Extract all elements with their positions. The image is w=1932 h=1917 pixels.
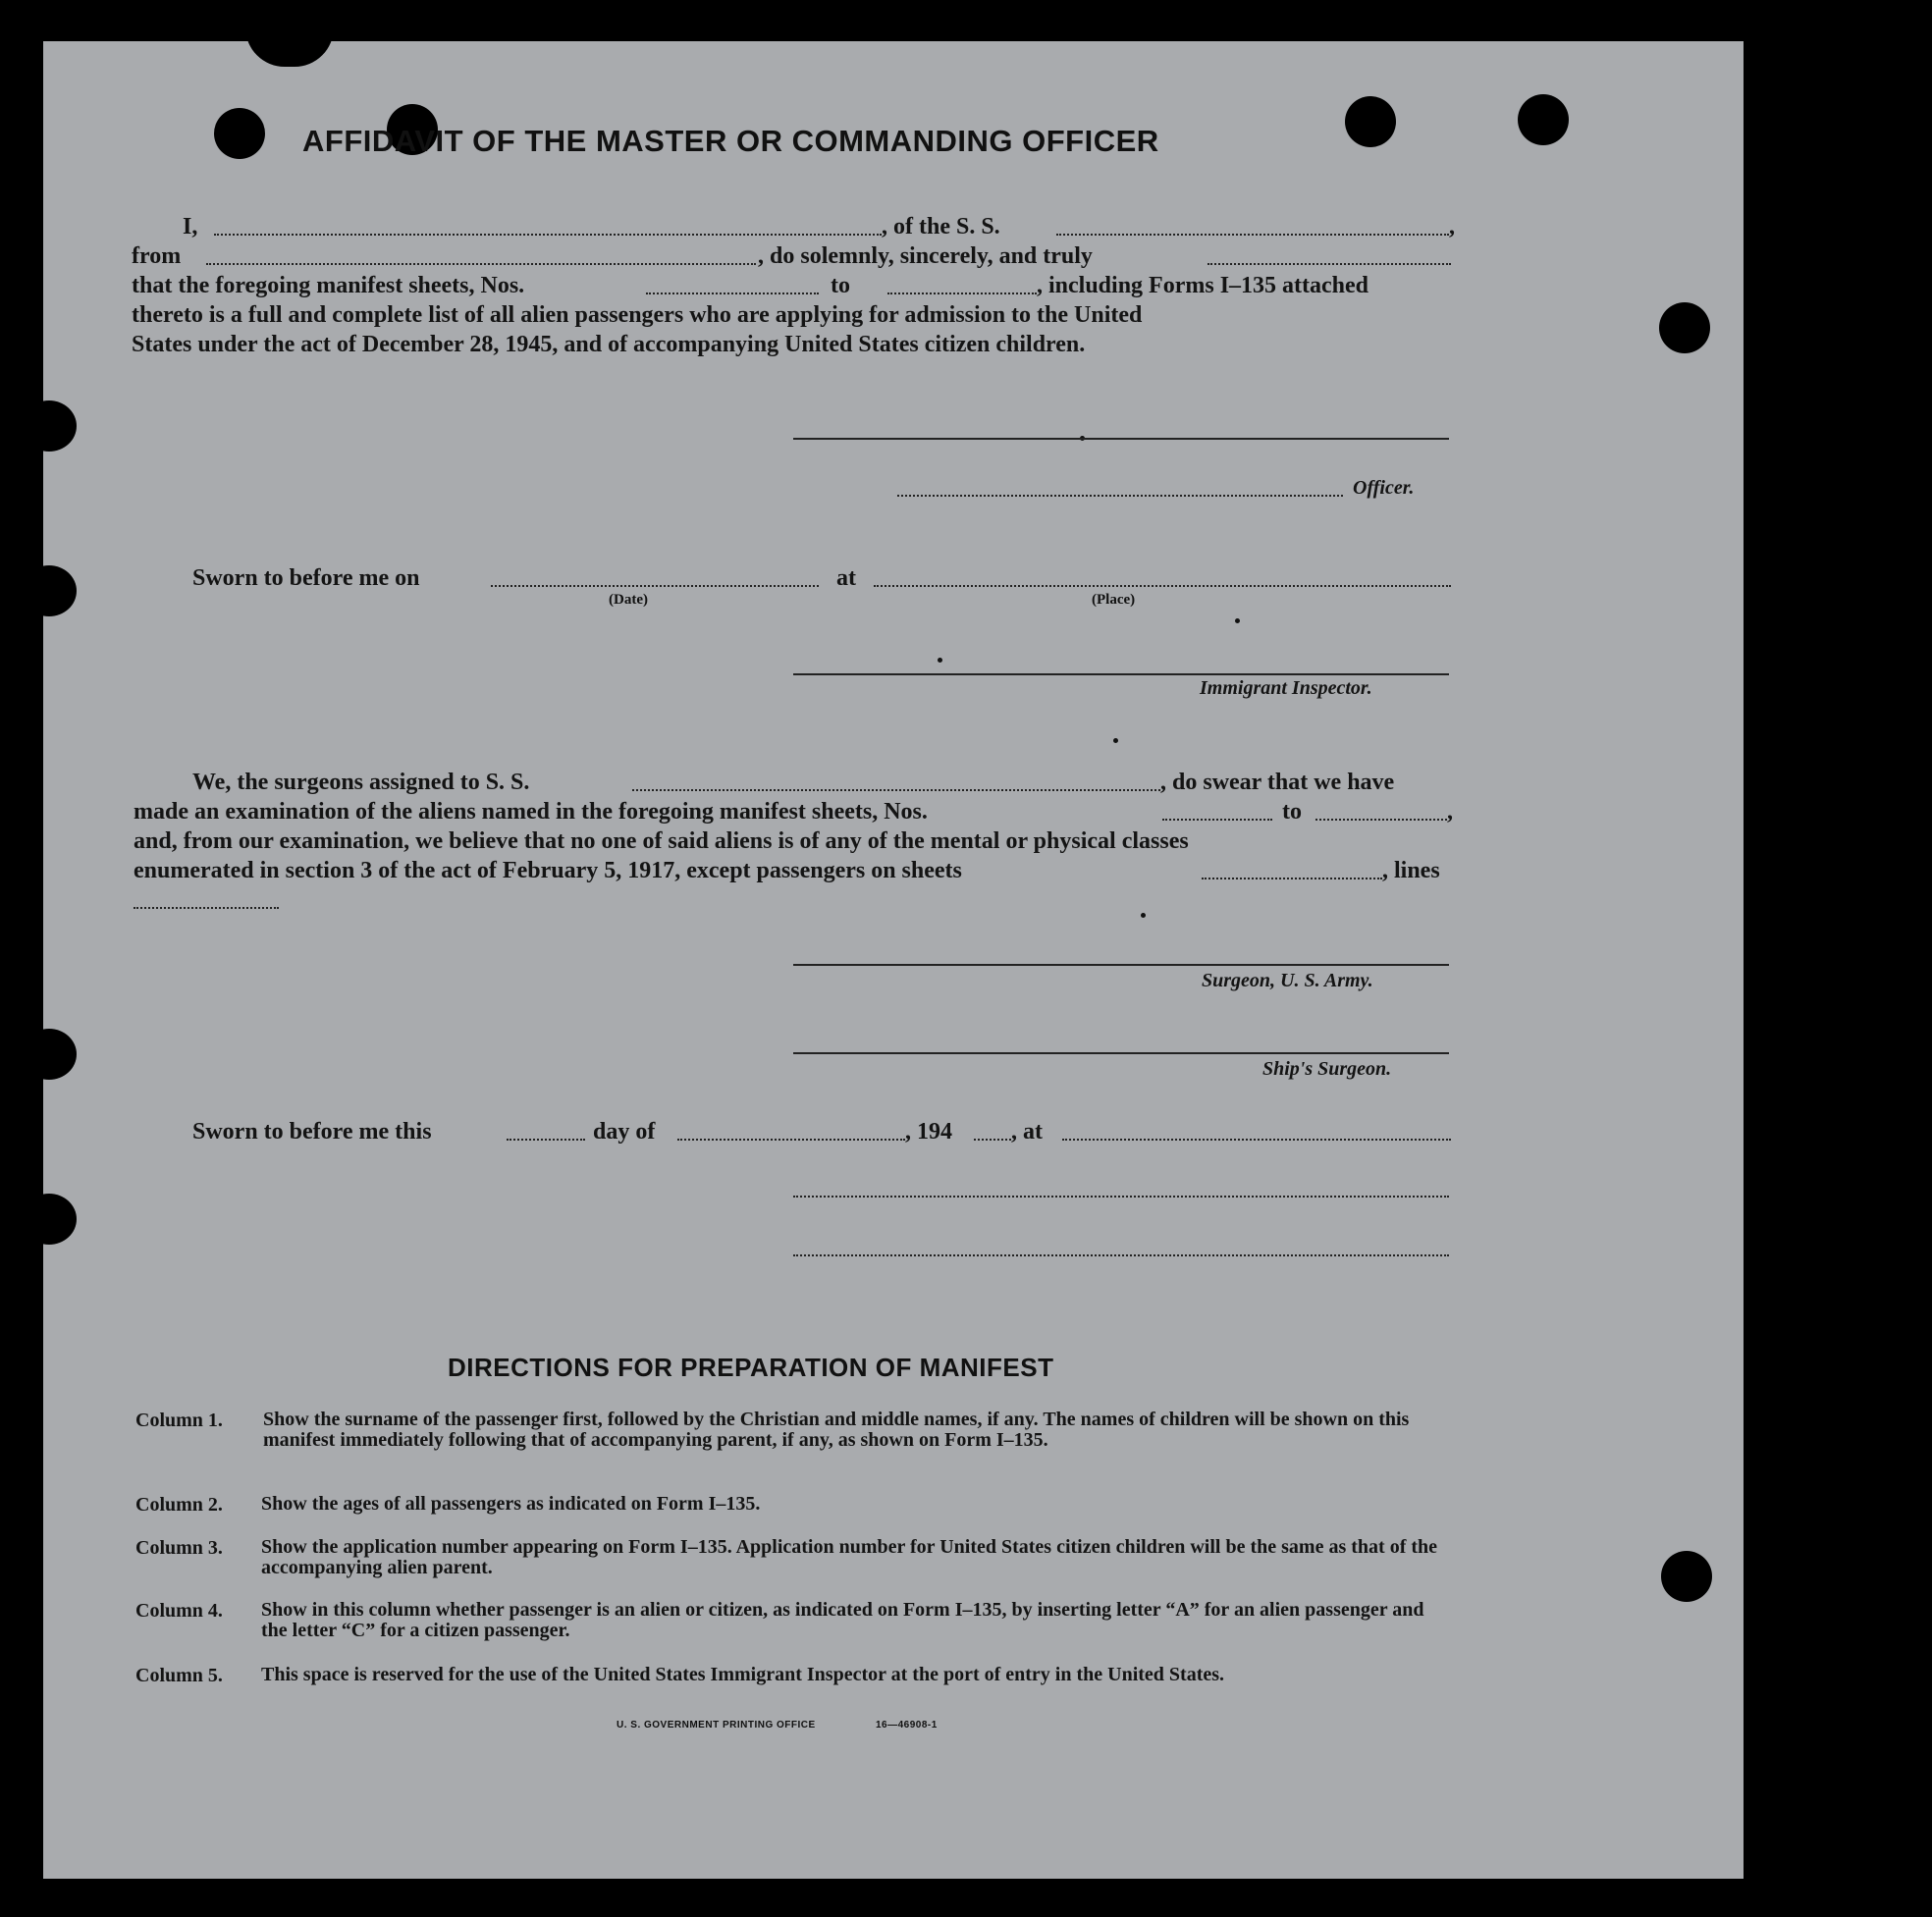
punch-hole	[214, 108, 265, 159]
punch-hole	[22, 565, 77, 616]
sworn2-day-field[interactable]	[507, 1139, 585, 1141]
punch-hole	[22, 400, 77, 452]
surgeons-line2-end: ,	[1447, 799, 1453, 825]
sworn2-year-field[interactable]	[974, 1139, 1011, 1141]
punch-hole	[1518, 94, 1569, 145]
punch-hole	[22, 1194, 77, 1245]
oath-blank-field[interactable]	[1208, 263, 1451, 265]
directions-title: DIRECTIONS FOR PREPARATION OF MANIFEST	[448, 1353, 1054, 1382]
surgeons-line3: and, from our examination, we believe that no one of said aliens is of any of the mental or physical classes	[134, 828, 1189, 854]
affidavit-line1-mid: , of the S. S.	[882, 214, 1000, 240]
affidavit-line3-end: , including Forms I–135 attached	[1037, 273, 1369, 298]
sworn2-year: , 194	[905, 1119, 952, 1145]
speck	[1235, 618, 1240, 623]
speck	[1113, 738, 1118, 743]
sworn-text: Sworn to before me on	[192, 565, 420, 591]
sworn2-signature-line[interactable]	[793, 1196, 1449, 1198]
column-instruction: Show the surname of the passenger first, followed by the Christian and middle names, if any. The names of children will be shown on this manifest immediately following that of accompanying parent, if any, as shown on Form I–135.	[263, 1409, 1410, 1451]
except-sheets-field[interactable]	[1202, 878, 1382, 879]
exam-sheets-from-field[interactable]	[1162, 819, 1272, 821]
army-surgeon-signature-line[interactable]	[793, 964, 1449, 966]
ship-name-field[interactable]	[1056, 234, 1449, 236]
speck	[938, 658, 942, 663]
sworn2-at: , at	[1011, 1119, 1043, 1145]
surgeons-line4-start: enumerated in section 3 of the act of February 5, 1917, except passengers on sheets	[134, 858, 962, 883]
place-caption: (Place)	[1092, 592, 1136, 608]
exam-sheets-to-field[interactable]	[1315, 819, 1447, 821]
form-code: 16—46908-1	[876, 1720, 938, 1731]
master-name-field[interactable]	[214, 234, 882, 236]
sworn2-text: Sworn to before me this	[192, 1119, 432, 1145]
column-instruction: Show in this column whether passenger is an alien or citizen, as indicated on Form I–135, by inserting letter “A” for an alien passenger and the letter “C” for a citizen passenger.	[261, 1599, 1424, 1641]
speck	[1141, 913, 1146, 918]
sworn2-place-field[interactable]	[1062, 1139, 1451, 1141]
sheets-from-field[interactable]	[646, 293, 819, 294]
affidavit-line5: States under the act of December 28, 1945, and of accompanying United States citizen children.	[132, 332, 1086, 357]
affidavit-title: AFFIDAVIT OF THE MASTER OR COMMANDING OFFICER	[302, 124, 1159, 158]
surgeons-line4-end: , lines	[1382, 858, 1440, 883]
date-caption: (Date)	[609, 592, 648, 608]
sworn2-title-line[interactable]	[793, 1254, 1449, 1256]
sheets-to-field[interactable]	[887, 293, 1037, 294]
column-label: Column 3.	[135, 1537, 223, 1559]
punch-hole	[22, 1029, 77, 1080]
column-instruction: This space is reserved for the use of the United States Immigrant Inspector at the port of entry in the United States.	[261, 1664, 1225, 1685]
officer-signature-line[interactable]	[793, 438, 1449, 440]
column-instruction: Show the ages of all passengers as indicated on Form I–135.	[261, 1493, 761, 1515]
ship-surgeon-signature-line[interactable]	[793, 1052, 1449, 1054]
punch-hole	[1661, 1551, 1712, 1602]
sworn2-month-field[interactable]	[677, 1139, 905, 1141]
affidavit-line3-start: that the foregoing manifest sheets, Nos.	[132, 273, 525, 298]
surgeon-ship-field[interactable]	[632, 789, 1160, 791]
inspector-label: Immigrant Inspector.	[1200, 677, 1372, 699]
column-label: Column 1.	[135, 1410, 223, 1431]
column-label: Column 5.	[135, 1665, 223, 1686]
punch-hole	[1659, 302, 1710, 353]
affidavit-line1-start: I,	[183, 214, 198, 240]
surgeons-line1-start: We, the surgeons assigned to S. S.	[192, 770, 530, 795]
surgeons-line1-end: , do swear that we have	[1160, 770, 1395, 795]
affidavit-line4: thereto is a full and complete list of all alien passengers who are applying for admission to the United	[132, 302, 1143, 328]
affidavit-line3-to: to	[831, 273, 850, 298]
surgeons-line2-start: made an examination of the aliens named in the foregoing manifest sheets, Nos.	[134, 799, 928, 825]
printer-imprint: U. S. GOVERNMENT PRINTING OFFICE	[617, 1720, 816, 1731]
sworn2-dayof: day of	[593, 1119, 656, 1145]
sworn-place-field[interactable]	[874, 585, 1451, 587]
surgeons-line2-to: to	[1282, 799, 1302, 825]
affidavit-line1-end: ,	[1449, 214, 1455, 240]
except-lines-field[interactable]	[134, 907, 279, 909]
officer-title-line[interactable]	[897, 495, 1343, 497]
column-label: Column 2.	[135, 1494, 223, 1516]
officer-label: Officer.	[1353, 477, 1415, 499]
ship-surgeon-label: Ship's Surgeon.	[1262, 1058, 1392, 1080]
inspector-signature-line[interactable]	[793, 673, 1449, 675]
column-label: Column 4.	[135, 1600, 223, 1622]
punch-hole	[1345, 96, 1396, 147]
army-surgeon-label: Surgeon, U. S. Army.	[1202, 970, 1373, 991]
column-instruction: Show the application number appearing on Form I–135. Application number for United States citizen children will be the same as that of the accompanying alien parent.	[261, 1536, 1438, 1578]
from-port-field[interactable]	[206, 263, 756, 265]
affidavit-line2-start: from	[132, 243, 182, 269]
affidavit-line2-mid: , do solemnly, sincerely, and truly	[758, 243, 1093, 269]
sworn-date-field[interactable]	[491, 585, 819, 587]
sworn-at: at	[836, 565, 856, 591]
